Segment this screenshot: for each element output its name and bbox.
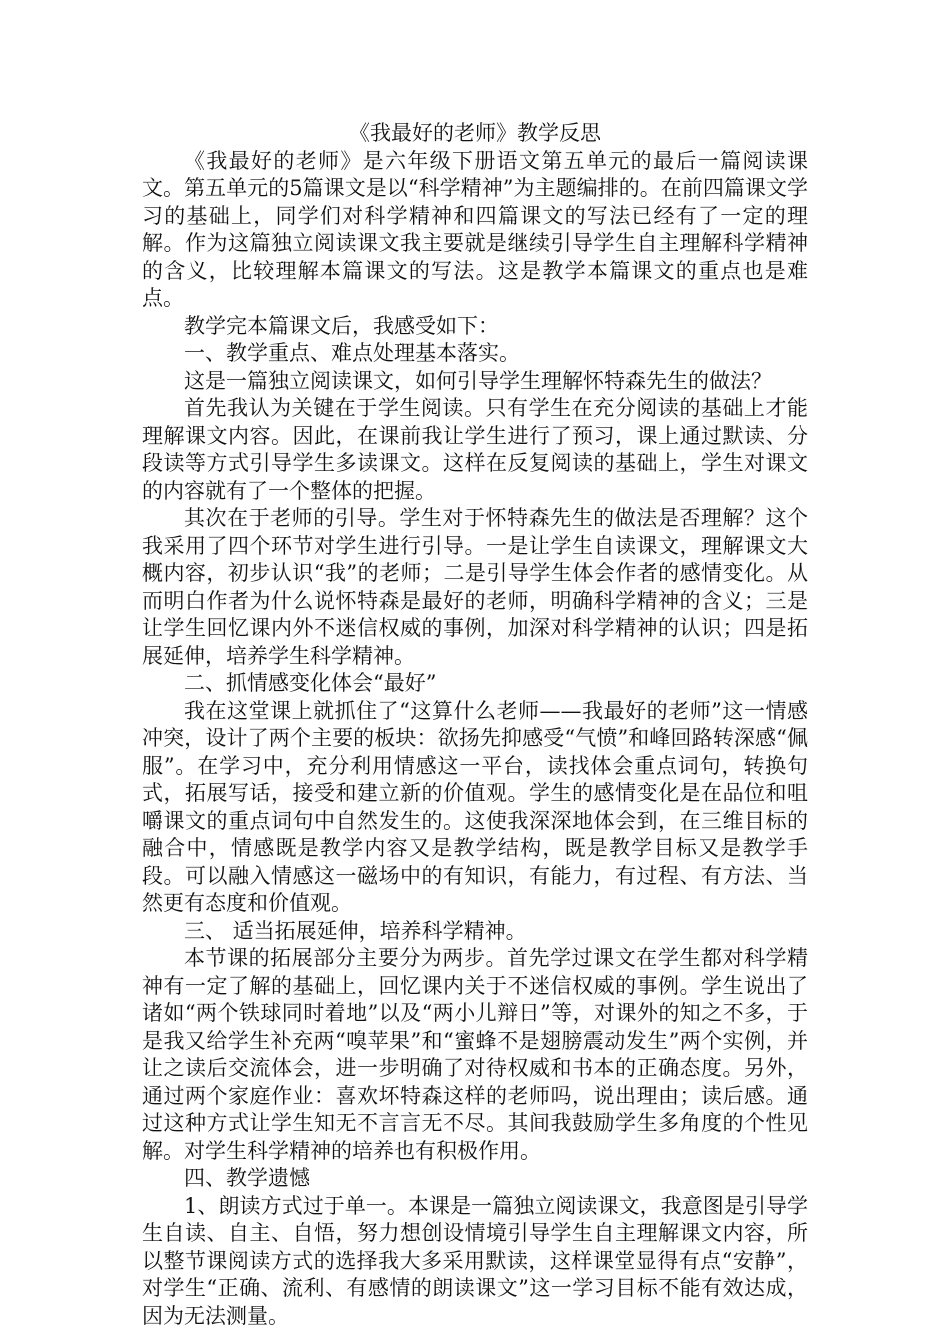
- paragraph-question: 这是一篇独立阅读课文，如何引导学生理解怀特森先生的做法？: [184, 368, 772, 393]
- section-heading-4: 四、教学遗憾: [184, 1166, 310, 1190]
- section-heading-3: 三、 适当拓展延伸，培养科学精神。: [184, 918, 527, 943]
- document-page: [142, 120, 808, 1330]
- paragraph-summary-lead: 教学完本篇课文后，我感受如下：: [184, 313, 499, 338]
- paragraph-guidance: 其次在于老师的引导。学生对于怀特森先生的做法是否理解？这个我采用了四个环节对学生进行引导。一是让学生自读课文，理解课文大概内容，初步认识“我”的老师；二是引导学生体会作者的感情变化。从而明白作者为什么说怀特森是最好的老师，明确科学精神的含义；三是让学生回忆课内外不迷信权威的事例，加深对科学精神的认识；四是拓展延伸，培养学生科学精神。: [142, 506, 808, 668]
- paragraph-emotion: 我在这堂课上就抓住了“这算什么老师——我最好的老师”这一情感冲突，设计了两个主要的板块：欲扬先抑感受“气愤”和峰回路转深感“佩服”。在学习中，充分利用情感这一平台，读找体会重点词句，转换句式，拓展写话，接受和建立新的价值观。学生的感情变化是在品位和咀嚼课文的重点词句中自然发生的。这使我深深地体会到，在三维目标的融合中，情感既是教学内容又是教学结构，既是教学目标又是教学手段。可以融入情感这一磁场中的有知识，有能力，有过程、有方法、当然更有态度和价值观。: [142, 698, 808, 915]
- paragraph-intro: 《我最好的老师》是六年级下册语文第五单元的最后一篇阅读课文。第五单元的5篇课文是以“科学精神”为主题编排的。在前四篇课文学习的基础上，同学们对科学精神和四篇课文的写法已经有了一定的理解。作为这篇独立阅读课文我主要就是继续引导学生自主理解科学精神的含义，比较理解本篇课文的写法。这是教学本篇课文的重点也是难点。: [142, 148, 808, 310]
- section-heading-2: 二、抓情感变化体会“最好”: [184, 671, 437, 695]
- section-heading-1: 一、教学重点、难点处理基本落实。: [184, 341, 520, 365]
- paragraph-regret-1: 1、朗读方式过于单一。本课是一篇独立阅读课文，我意图是引导学生自读、自主、自悟，努力想创设情境引导学生自主理解课文内容，所以整节课阅读方式的选择我大多采用默读，这样课堂显得有点“安静”，对学生“正确、流利、有感情的朗读课文”这一学习目标不能有效达成，因为无法测量。: [142, 1193, 808, 1328]
- paragraph-reading: 首先我认为关键在于学生阅读。只有学生在充分阅读的基础上才能理解课文内容。因此，在课前我让学生进行了预习，课上通过默读、分段读等方式引导学生多读课文。这样在反复阅读的基础上，学生对课文的内容就有了一个整体的把握。: [142, 396, 808, 503]
- paragraph-extension: 本节课的拓展部分主要分为两步。首先学过课文在学生都对科学精神有一定了解的基础上，回忆课内关于不迷信权威的事例。学生说出了诸如“两个铁球同时着地”以及“两小儿辩日”等，对课外的知之不多，于是我又给学生补充两“嗅苹果”和“蜜蜂不是翅膀震动发生”两个实例，并让之读后交流体会，进一步明确了对待权威和书本的正确态度。另外，通过两个家庭作业：喜欢坏特森这样的老师吗，说出理由；读后感。通过这种方式让学生知无不言言无不尽。其间我鼓励学生多角度的个性见解。对学生科学精神的培养也有积极作用。: [142, 946, 808, 1163]
- document-title: 《我最好的老师》教学反思: [349, 121, 601, 145]
